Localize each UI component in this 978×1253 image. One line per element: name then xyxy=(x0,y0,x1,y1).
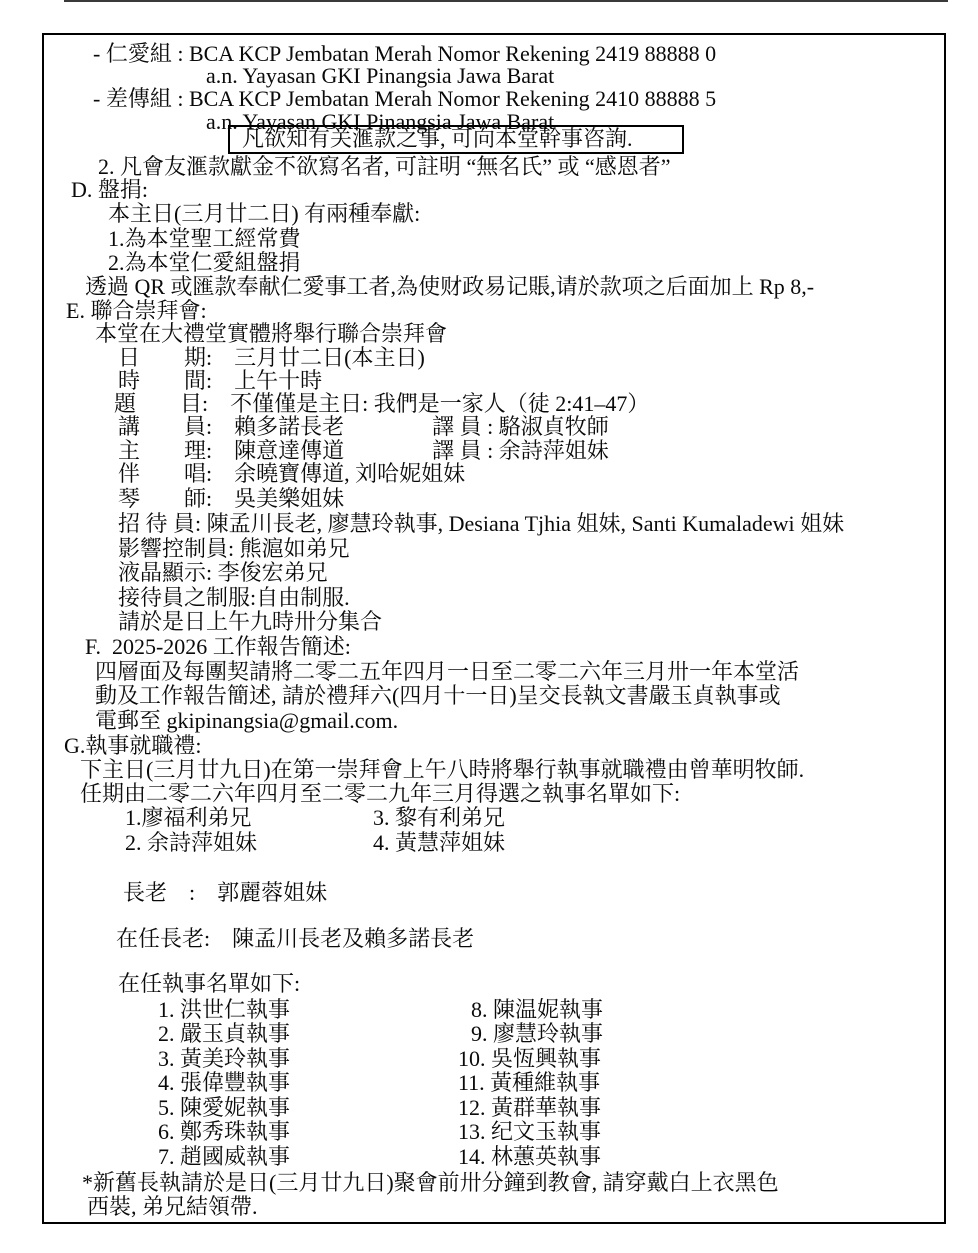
serving-deacon-12: 12. 黃群華執事 xyxy=(458,1095,602,1120)
elected-deacon-1: 1.廖福利弟兄 xyxy=(125,805,252,830)
installation-dress-note-1: *新舊長執請於是日(三月廿九日)聚會前卅分鐘到教會, 請穿戴白上衣黑色 xyxy=(82,1170,779,1195)
offering-item-1: 1.為本堂聖工經常費 xyxy=(108,226,301,251)
incumbent-elders: 在任長老: 陳孟川長老及賴多諾長老 xyxy=(116,926,475,951)
serving-deacon-4: 4. 張偉豐執事 xyxy=(158,1070,291,1095)
serving-deacons-heading: 在任執事名單如下: xyxy=(118,971,301,996)
serving-deacon-6: 6. 鄭秀珠執事 xyxy=(158,1119,291,1144)
serving-deacon-8: 8. 陳温妮執事 xyxy=(471,997,604,1022)
elected-deacon-3: 3. 黎有利弟兄 xyxy=(373,805,506,830)
serving-deacon-2: 2. 嚴玉貞執事 xyxy=(158,1021,291,1046)
installation-dress-note-2: 西裝, 弟兄結領帶. xyxy=(87,1194,258,1219)
serving-deacon-9: 9. 廖慧玲執事 xyxy=(471,1021,604,1046)
serving-deacon-1: 1. 洪世仁執事 xyxy=(158,997,291,1022)
work-report-line-3: 電郵至 gkipinangsia@gmail.com. xyxy=(95,708,399,733)
elected-deacon-2: 2. 余詩萍姐妹 xyxy=(125,830,258,855)
service-ushers: 招 待 員: 陳孟川長老, 廖慧玲執事, Desiana Tjhia 姐妹, Santi Kumaladewi 姐妹 xyxy=(118,511,845,536)
serving-deacon-14: 14. 林蕙英執事 xyxy=(458,1144,602,1169)
serving-deacon-13: 13. 纪文玉執事 xyxy=(458,1119,602,1144)
service-lcd-display: 液晶顯示: 李俊宏弟兄 xyxy=(118,560,328,585)
installation-line-2: 任期由二零二六年四月至二零二九年三月得選之執事名單如下: xyxy=(80,781,681,806)
serving-deacon-3: 3. 黃美玲執事 xyxy=(158,1046,291,1071)
offering-qr-note: 透過 QR 或匯款奉献仁愛事工者,為使财政易记賬,请於款项之后面加上 Rp 8,- xyxy=(85,274,815,299)
work-report-line-1: 四層面及每團契請將二零二五年四月一日至二零二六年三月卅一年本堂活 xyxy=(95,659,800,684)
remittance-item-2: 2. 凡會友滙款獻金不欲寫名者, 可註明 “無名氏” 或 “感恩者” xyxy=(98,154,671,179)
service-topic: 題 目: 不僅僅是主日: 我們是一家人（徒 2:41–47） xyxy=(114,391,650,416)
section-d-heading: D. 盤捐: xyxy=(71,177,149,202)
scan-artifact-line xyxy=(64,0,948,2)
service-pianist: 琴 師: 吳美樂姐妹 xyxy=(118,486,345,511)
serving-deacon-10: 10. 吳恆興執事 xyxy=(458,1046,602,1071)
serving-deacon-5: 5. 陳愛妮執事 xyxy=(158,1095,291,1120)
serving-deacon-11: 11. 黃種維執事 xyxy=(458,1070,601,1095)
elected-deacon-4: 4. 黃慧萍姐妹 xyxy=(373,830,506,855)
account-mission-holder: a.n. Yayasan GKI Pinangsia Jawa Barat xyxy=(206,109,555,134)
section-e-heading: E. 聯合崇拜會: xyxy=(66,298,207,323)
service-intro: 本堂在大禮堂實體將舉行聯合崇拜會 xyxy=(95,321,448,346)
offering-intro: 本主日(三月廿二日) 有兩種奉獻: xyxy=(108,201,421,226)
account-renai: - 仁愛組 : BCA KCP Jembatan Merah Nomor Rekening 2419 88888 0 xyxy=(93,41,717,66)
elected-elder: 長老 : 郭麗蓉姐妹 xyxy=(123,880,328,905)
service-singers: 伴 唱: 余曉寶傳道, 刘哈妮姐妹 xyxy=(118,461,466,486)
service-sound-control: 影響控制員: 熊滬如弟兄 xyxy=(118,536,350,561)
installation-line-1: 下主日(三月廿九日)在第一崇拜會上午八時將舉行執事就職禮由曾華明牧師. xyxy=(80,757,805,782)
service-presider: 主 理: 陳意達傳道 譯 員 : 余詩萍姐妹 xyxy=(118,438,609,463)
service-usher-uniform: 接待員之制服:自由制服. xyxy=(118,585,350,610)
service-time: 時 間: 上午十時 xyxy=(118,368,323,393)
account-renai-holder: a.n. Yayasan GKI Pinangsia Jawa Barat xyxy=(206,63,555,88)
section-g-heading: G.執事就職禮: xyxy=(64,733,202,758)
work-report-line-2: 動及工作報告簡述, 請於禮拜六(四月十一日)呈交長執文書嚴玉貞執事或 xyxy=(95,683,781,708)
service-assembly-time: 請於是日上午九時卅分集合 xyxy=(118,609,383,634)
remittance-inquiry-note: 凡欲知有关滙款之事, 可向本堂幹事咨詢. xyxy=(228,125,684,154)
service-date: 日 期: 三月廿二日(本主日) xyxy=(118,345,425,370)
account-mission: - 差傳組 : BCA KCP Jembatan Merah Nomor Rekening 2410 88888 5 xyxy=(93,86,717,111)
serving-deacon-7: 7. 趙國威執事 xyxy=(158,1144,291,1169)
section-f-heading: F. 2025-2026 工作報告簡述: xyxy=(85,634,351,659)
service-speaker: 講 員: 賴多諾長老 譯 員 : 駱淑貞牧師 xyxy=(118,414,609,439)
offering-item-2: 2.為本堂仁愛組盤捐 xyxy=(108,250,301,275)
